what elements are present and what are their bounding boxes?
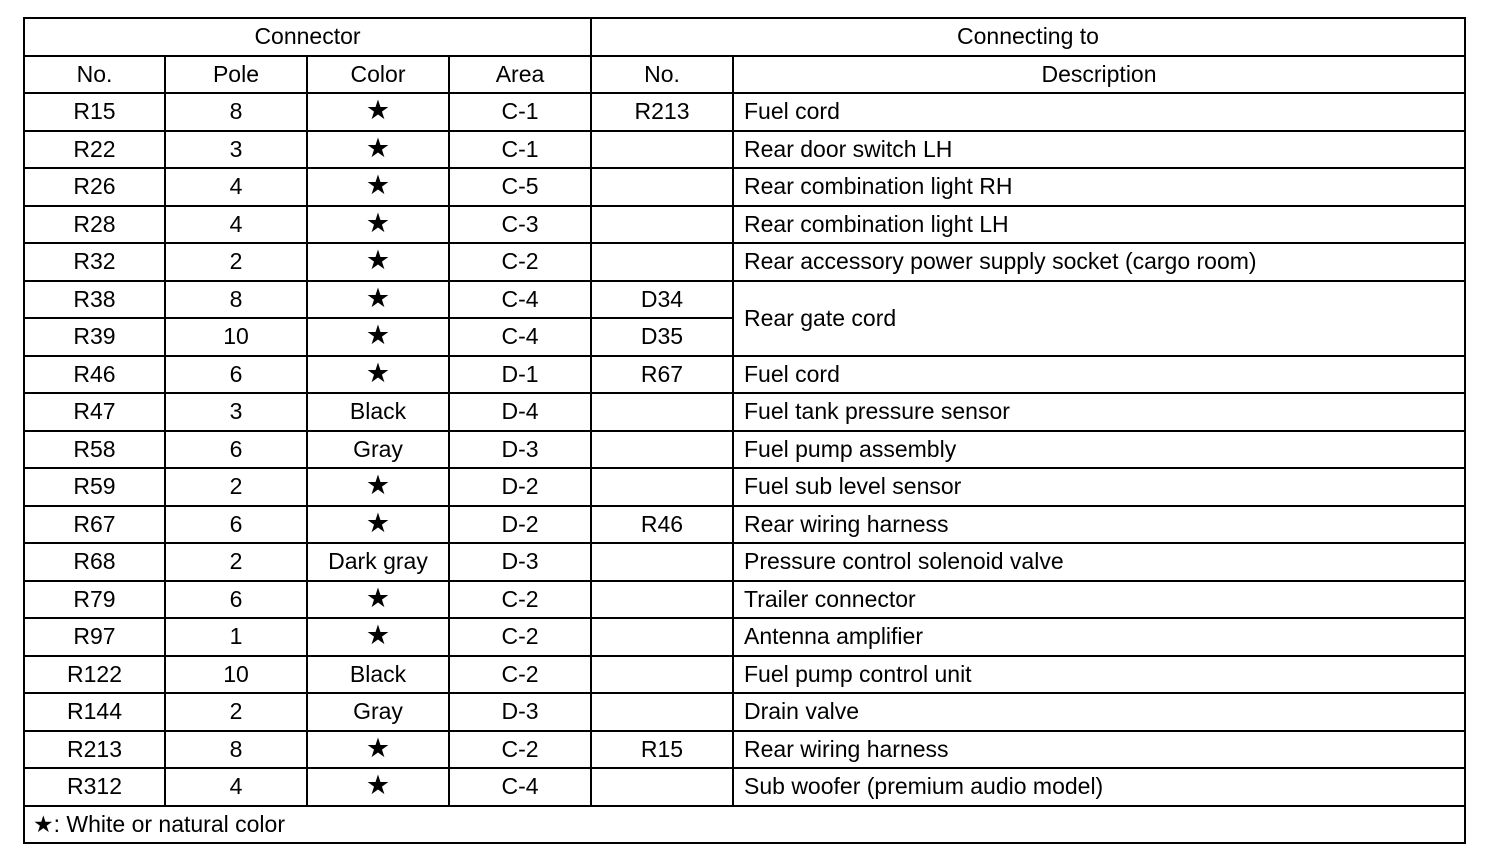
pole-cell: 3 [165,131,307,169]
connecting-no-cell: R213 [591,93,733,131]
connector-no-cell: R68 [24,543,165,581]
star-icon: ★ [365,320,391,352]
connector-no-cell: R79 [24,581,165,619]
table-row [24,206,1465,244]
connecting-no-cell [591,618,733,656]
connecting-no-cell [591,168,733,206]
color-cell [307,131,449,169]
connector-no-cell: R39 [24,318,165,356]
description-cell: Rear wiring harness [733,506,1465,544]
connector-no-cell: R15 [24,93,165,131]
description-cell: Pressure control solenoid valve [733,543,1465,581]
area-cell: D-3 [449,543,591,581]
connector-no-cell: R67 [24,506,165,544]
pole-cell: 8 [165,731,307,769]
star-icon: ★ [365,170,391,202]
pole-cell: 8 [165,281,307,319]
table-row [24,356,1465,394]
pole-cell: 6 [165,431,307,469]
connector-group-header: Connector [24,18,591,56]
connector-no-cell: R28 [24,206,165,244]
color-cell: Gray [307,693,449,731]
legend-row [24,806,1465,844]
connector-no-cell: R122 [24,656,165,694]
connector-no-cell: R26 [24,168,165,206]
pole-cell: 8 [165,93,307,131]
connecting-no-cell [591,131,733,169]
connecting-to-group-header: Connecting to [591,18,1465,56]
star-icon: ★ [365,282,391,314]
pole-cell: 1 [165,618,307,656]
pole-cell: 6 [165,506,307,544]
table-row [24,768,1465,806]
column-header-row [24,56,1465,94]
connecting-no-cell [591,468,733,506]
color-cell [307,581,449,619]
description-cell: Fuel pump control unit [733,656,1465,694]
description-cell: Rear combination light RH [733,168,1465,206]
connector-no-cell: R46 [24,356,165,394]
area-cell: D-3 [449,431,591,469]
connector-no-cell: R22 [24,131,165,169]
color-cell [307,768,449,806]
color-cell [307,318,449,356]
color-cell [307,206,449,244]
description-cell: Rear accessory power supply socket (cargo room) [733,243,1465,281]
connector-no-cell: R213 [24,731,165,769]
area-cell: C-5 [449,168,591,206]
group-header-row [24,18,1465,56]
table-row [24,581,1465,619]
star-icon: ★ [365,245,391,277]
description-cell: Trailer connector [733,581,1465,619]
description-cell: Sub woofer (premium audio model) [733,768,1465,806]
table-row [24,131,1465,169]
column-header-connecting-no: No. [591,56,733,94]
connecting-no-cell: D34 [591,281,733,319]
table-row [24,543,1465,581]
column-header-description: Description [733,56,1465,94]
table-row [24,168,1465,206]
column-header-area: Area [449,56,591,94]
area-cell: D-2 [449,506,591,544]
connector-no-cell: R32 [24,243,165,281]
color-cell [307,356,449,394]
connecting-no-cell [591,656,733,694]
connecting-no-cell [591,431,733,469]
column-header-color: Color [307,56,449,94]
pole-cell: 4 [165,206,307,244]
color-cell [307,93,449,131]
color-cell [307,618,449,656]
area-cell: C-2 [449,581,591,619]
connector-no-cell: R144 [24,693,165,731]
description-cell: Antenna amplifier [733,618,1465,656]
connecting-no-cell [591,206,733,244]
area-cell: C-2 [449,731,591,769]
area-cell: D-1 [449,356,591,394]
area-cell: C-1 [449,131,591,169]
area-cell: C-2 [449,656,591,694]
table-row [24,393,1465,431]
description-cell: Drain valve [733,693,1465,731]
color-cell [307,168,449,206]
table-row [24,618,1465,656]
color-cell: Gray [307,431,449,469]
description-cell: Fuel cord [733,356,1465,394]
star-icon: ★ [365,470,391,502]
table-row [24,431,1465,469]
star-icon: ★ [365,582,391,614]
table-row [24,506,1465,544]
description-cell: Fuel sub level sensor [733,468,1465,506]
description-cell: Fuel tank pressure sensor [733,393,1465,431]
color-cell: Black [307,393,449,431]
connecting-no-cell: R46 [591,506,733,544]
connector-no-cell: R59 [24,468,165,506]
connecting-no-cell [591,543,733,581]
star-icon: ★ [365,132,391,164]
connecting-no-cell [591,768,733,806]
description-cell: Rear combination light LH [733,206,1465,244]
description-cell: Fuel cord [733,93,1465,131]
color-cell [307,506,449,544]
area-cell: C-1 [449,93,591,131]
table-row [24,93,1465,131]
area-cell: D-3 [449,693,591,731]
star-icon: ★ [365,357,391,389]
star-icon: ★ [365,95,391,127]
pole-cell: 6 [165,356,307,394]
star-icon: ★ [365,732,391,764]
column-header-pole: Pole [165,56,307,94]
pole-cell: 3 [165,393,307,431]
table-row [24,656,1465,694]
area-cell: C-2 [449,243,591,281]
table-row [24,281,1465,319]
connecting-no-cell: R15 [591,731,733,769]
star-icon: ★ [365,770,391,802]
column-header-no: No. [24,56,165,94]
table-row [24,731,1465,769]
connecting-no-cell: R67 [591,356,733,394]
area-cell: C-4 [449,281,591,319]
area-cell: C-3 [449,206,591,244]
area-cell: C-4 [449,318,591,356]
star-icon: ★ [365,620,391,652]
table-row [24,693,1465,731]
area-cell: C-2 [449,618,591,656]
connector-no-cell: R38 [24,281,165,319]
area-cell: C-4 [449,768,591,806]
description-cell: Fuel pump assembly [733,431,1465,469]
area-cell: D-2 [449,468,591,506]
connector-table [23,17,1466,844]
color-cell [307,468,449,506]
color-cell [307,281,449,319]
star-icon: ★ [365,507,391,539]
pole-cell: 4 [165,168,307,206]
table-body [24,93,1465,806]
pole-cell: 10 [165,656,307,694]
connecting-no-cell [591,243,733,281]
table-row [24,468,1465,506]
connecting-no-cell [591,393,733,431]
pole-cell: 2 [165,693,307,731]
description-cell: Rear gate cord [733,281,1465,356]
color-cell: Dark gray [307,543,449,581]
connecting-no-cell [591,581,733,619]
connecting-no-cell: D35 [591,318,733,356]
pole-cell: 10 [165,318,307,356]
legend-text: ★: White or natural color [24,806,1465,844]
connector-no-cell: R312 [24,768,165,806]
connector-no-cell: R97 [24,618,165,656]
pole-cell: 2 [165,243,307,281]
pole-cell: 4 [165,768,307,806]
description-cell: Rear door switch LH [733,131,1465,169]
pole-cell: 2 [165,543,307,581]
star-icon: ★ [365,207,391,239]
color-cell [307,243,449,281]
connector-no-cell: R58 [24,431,165,469]
color-cell: Black [307,656,449,694]
connector-no-cell: R47 [24,393,165,431]
area-cell: D-4 [449,393,591,431]
color-cell [307,731,449,769]
description-cell: Rear wiring harness [733,731,1465,769]
pole-cell: 2 [165,468,307,506]
pole-cell: 6 [165,581,307,619]
connecting-no-cell [591,693,733,731]
table-row [24,243,1465,281]
